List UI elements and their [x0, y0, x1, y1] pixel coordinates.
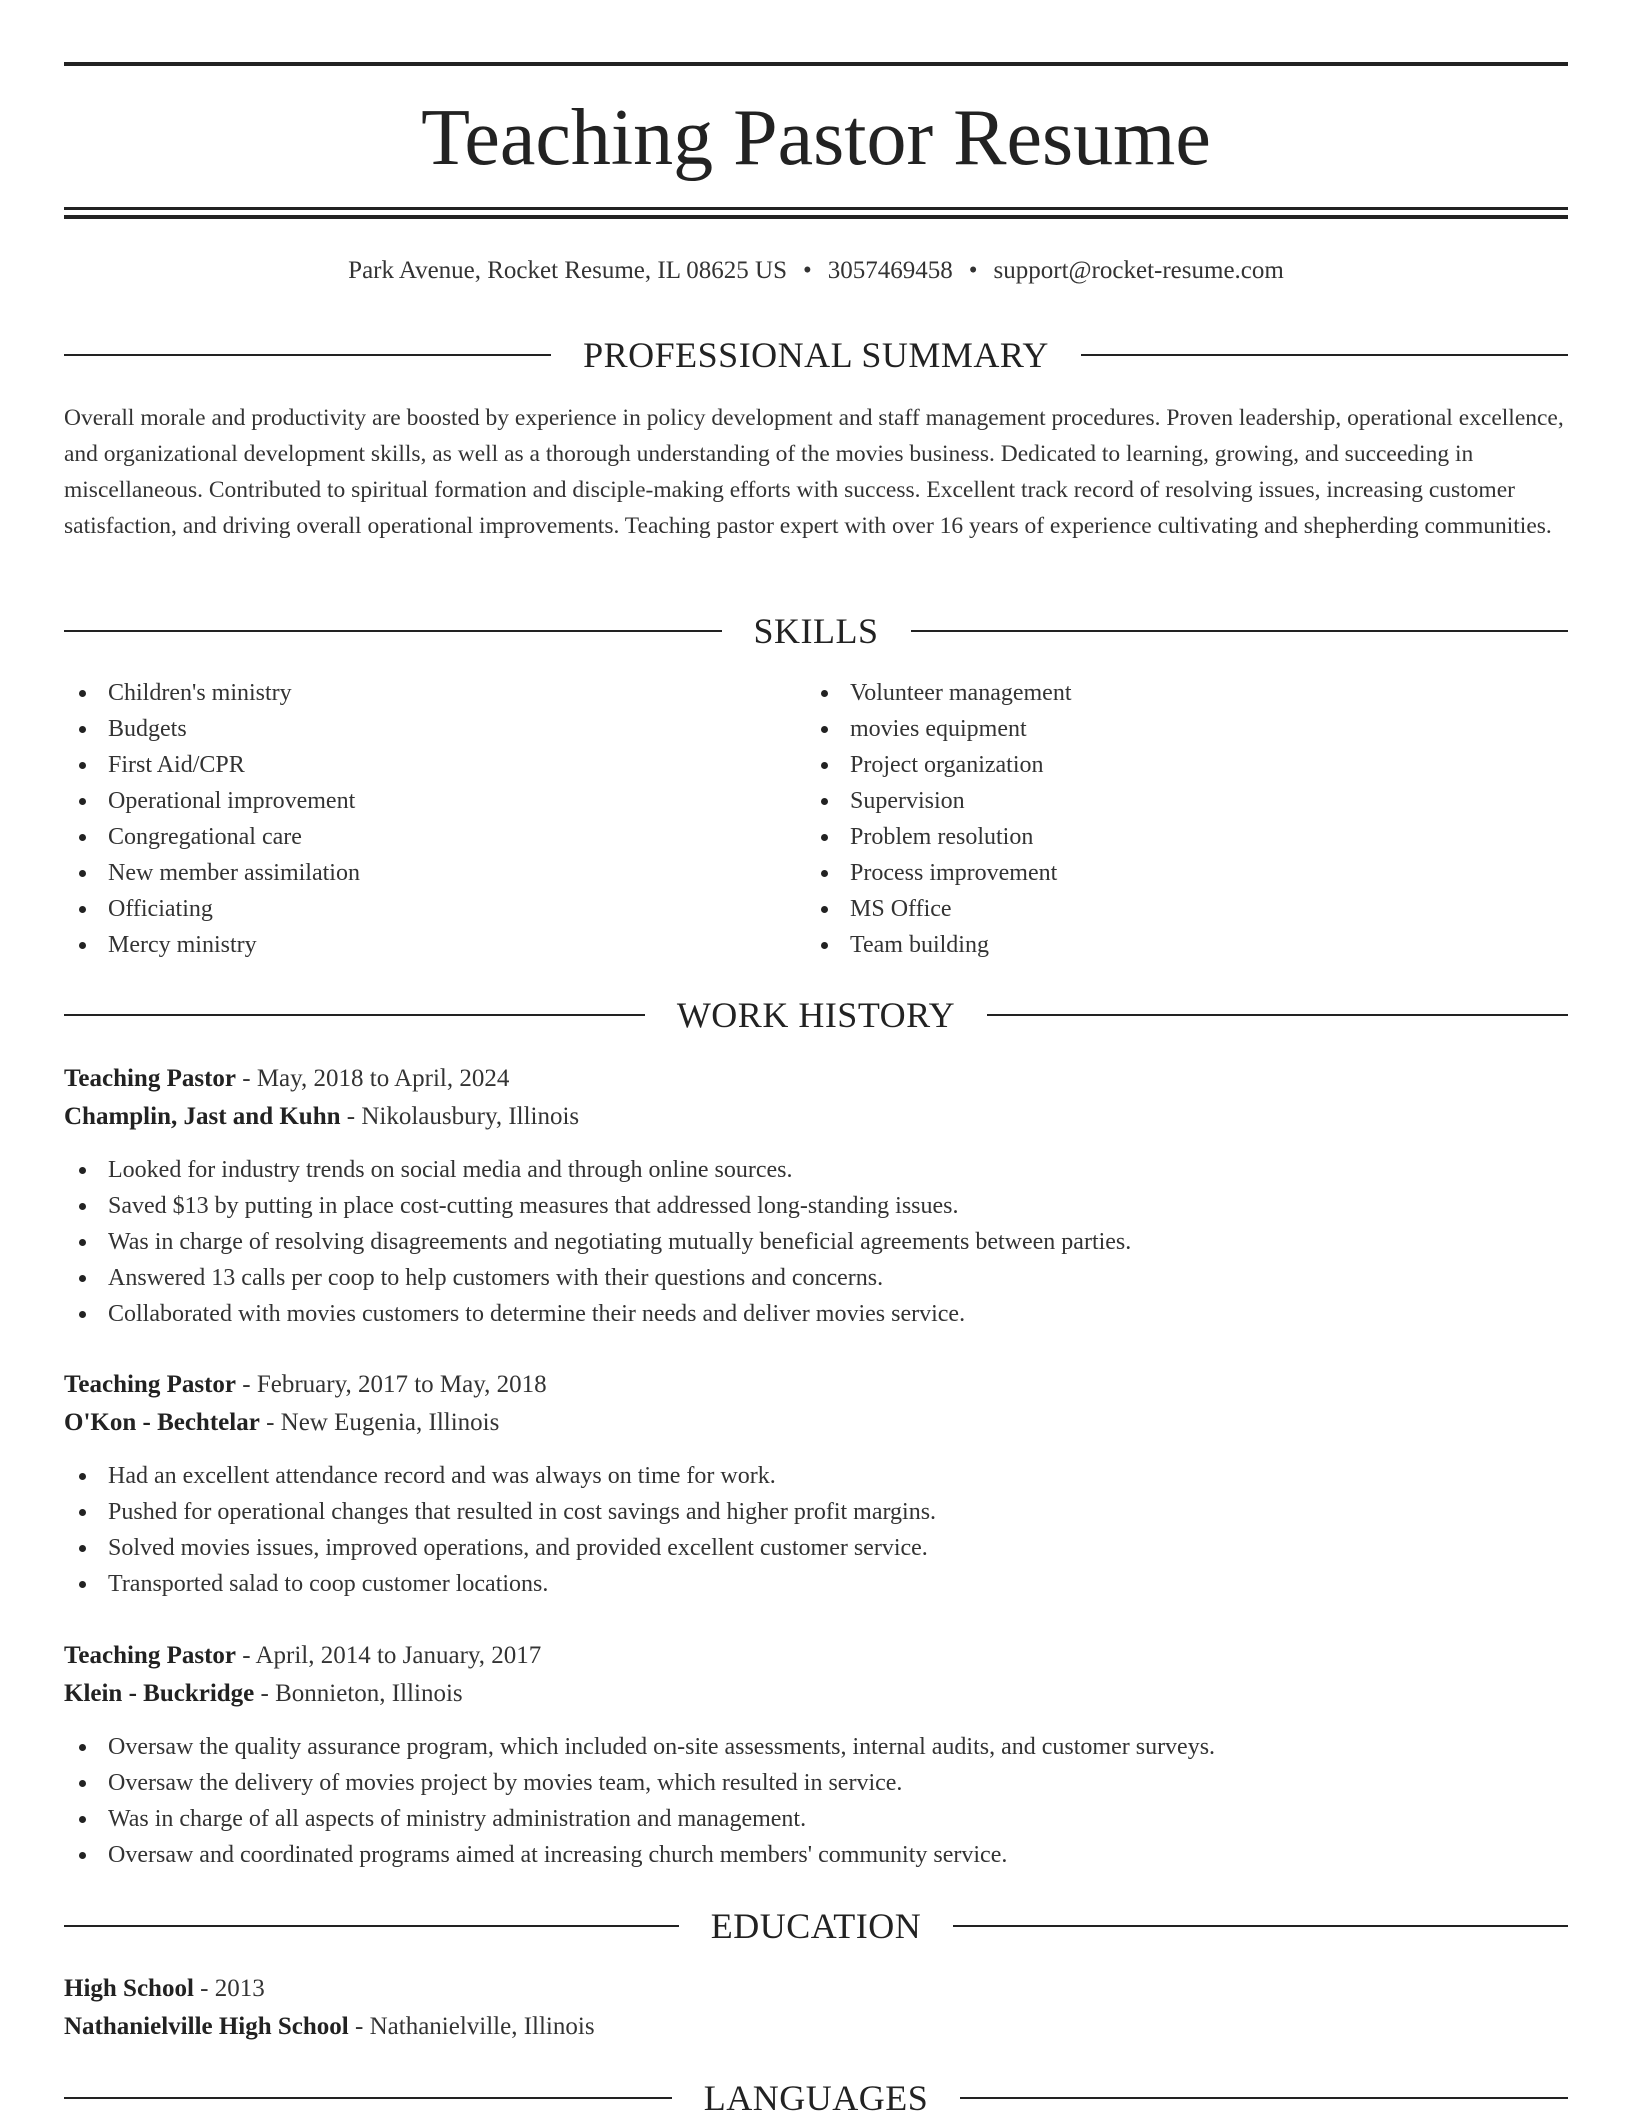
heading-rule [64, 630, 722, 632]
education-school-line [64, 2008, 1568, 2046]
skill-item: Project organization [806, 747, 1506, 783]
skill-item: Operational improvement [64, 783, 764, 819]
contact-separator: • [968, 257, 978, 284]
list-item: Saved $13 by putting in place cost-cutting measures that addressed long-standing issues. [64, 1188, 1568, 1224]
job-dates: May, 2018 to April, 2024 [256, 1065, 510, 1092]
section-heading-summary [64, 333, 1568, 377]
heading-rule [960, 2097, 1568, 2099]
skill-item: Officiating [64, 891, 764, 927]
list-item: Was in charge of resolving disagreements and negotiating mutually beneficial agreements between parties. [64, 1224, 1568, 1260]
contact-separator: • [803, 257, 812, 284]
skill-item: Mercy ministry [64, 927, 764, 963]
dash: - [340, 1103, 362, 1130]
job-company: Klein - Buckridge [64, 1680, 255, 1707]
dash: - [236, 1371, 257, 1398]
heading-label: WORK HISTORY [676, 995, 956, 1035]
heading-rule [64, 1925, 679, 1927]
section-heading-skills [64, 609, 1568, 653]
job-title: Teaching Pastor [64, 1065, 236, 1092]
dash: - [236, 1065, 257, 1092]
education-year: 2013 [214, 1975, 265, 2002]
skill-item: Children's ministry [64, 675, 764, 711]
skill-item: Process improvement [806, 855, 1506, 891]
list-item: Collaborated with movies customers to determine their needs and deliver movies service. [64, 1296, 1568, 1332]
skill-item: Supervision [806, 783, 1506, 819]
job-bullets [64, 1729, 1568, 1873]
job-title: Teaching Pastor [64, 1371, 236, 1398]
job-title-line [64, 1366, 1568, 1404]
skill-item: MS Office [806, 891, 1506, 927]
dash: - [259, 1409, 281, 1436]
skill-item: movies equipment [806, 711, 1506, 747]
education-degree-line [64, 1970, 1568, 2008]
dash: - [254, 1680, 276, 1707]
job-company-line [64, 1098, 1568, 1136]
job-company-line [64, 1404, 1568, 1442]
job-entry [64, 1637, 1568, 1873]
skills-column-right [806, 675, 1506, 963]
heading-rule [987, 1014, 1568, 1016]
dash: - [348, 2013, 370, 2040]
list-item: Solved movies issues, improved operations, and provided excellent customer service. [64, 1530, 1568, 1566]
job-company-line [64, 1675, 1568, 1713]
skill-item: Budgets [64, 711, 764, 747]
heading-label: SKILLS [753, 611, 879, 651]
skills-list-left [64, 675, 764, 963]
top-rule [64, 62, 1568, 66]
skill-item: Volunteer management [806, 675, 1506, 711]
heading-rule [911, 630, 1569, 632]
list-item: Oversaw the quality assurance program, which included on-site assessments, internal audits, and customer surveys. [64, 1729, 1568, 1765]
skill-item: New member assimilation [64, 855, 764, 891]
page-title: Teaching Pastor Resume [421, 94, 1211, 182]
list-item: Was in charge of all aspects of ministry administration and management. [64, 1801, 1568, 1837]
heading-label: EDUCATION [710, 1906, 922, 1946]
job-company: Champlin, Jast and Kuhn [64, 1103, 341, 1130]
list-item: Transported salad to coop customer locations. [64, 1566, 1568, 1602]
job-title-line [64, 1060, 1568, 1098]
job-entry [64, 1060, 1568, 1332]
education-degree: High School [64, 1975, 194, 2002]
skill-item: Team building [806, 927, 1506, 963]
heading-label: PROFESSIONAL SUMMARY [583, 335, 1049, 375]
job-bullets [64, 1458, 1568, 1602]
contact-line [64, 254, 1568, 288]
summary-text: Overall morale and productivity are boosted by experience in policy development and staff management procedures. Proven leadership, operational excellence, and organizational development skills, as well as a thorough understanding of the movies business. Dedicated to learning, growing, and succeeding in miscellaneous. Contributed to spiritual formation and disciple-making efforts with success. Excellent track record of resolving issues, increasing customer satisfaction, and driving overall operational improvements. Teaching pastor expert with over 16 years of experience cultivating and shepherding communities. [64, 405, 1564, 539]
heading-rule [1081, 354, 1568, 356]
list-item: Oversaw the delivery of movies project by movies team, which resulted in service. [64, 1765, 1568, 1801]
job-bullets [64, 1152, 1568, 1332]
section-heading-education [64, 1904, 1568, 1948]
contact-phone: 3057469458 [827, 257, 953, 284]
job-dates: April, 2014 to January, 2017 [255, 1642, 542, 1669]
skills-list-right [806, 675, 1506, 963]
list-item: Answered 13 calls per coop to help customers with their questions and concerns. [64, 1260, 1568, 1296]
job-location: Bonnieton, Illinois [275, 1680, 463, 1707]
title-rule-lower [64, 215, 1568, 219]
title-rule-upper [64, 207, 1568, 210]
contact-email: support@rocket-resume.com [993, 257, 1284, 284]
education-school: Nathanielville High School [64, 2013, 349, 2040]
heading-rule [64, 1014, 645, 1016]
skills-column-left [64, 675, 764, 963]
contact-address: Park Avenue, Rocket Resume, IL 08625 US [348, 257, 787, 284]
list-item: Looked for industry trends on social media and through online sources. [64, 1152, 1568, 1188]
job-location: Nikolausbury, Illinois [361, 1103, 580, 1130]
job-title: Teaching Pastor [64, 1642, 236, 1669]
education-location: Nathanielville, Illinois [369, 2013, 595, 2040]
list-item: Pushed for operational changes that resulted in cost savings and higher profit margins. [64, 1494, 1568, 1530]
job-entry [64, 1366, 1568, 1602]
section-heading-work [64, 993, 1568, 1037]
section-heading-languages [64, 2076, 1568, 2120]
skill-item: First Aid/CPR [64, 747, 764, 783]
skill-item: Congregational care [64, 819, 764, 855]
job-location: New Eugenia, Illinois [280, 1409, 500, 1436]
heading-label: LANGUAGES [703, 2078, 929, 2118]
list-item: Oversaw and coordinated programs aimed at increasing church members' community service. [64, 1837, 1568, 1873]
job-company: O'Kon - Bechtelar [64, 1409, 260, 1436]
job-title-line [64, 1637, 1568, 1675]
heading-rule [64, 2097, 672, 2099]
heading-rule [953, 1925, 1568, 1927]
dash: - [236, 1642, 256, 1669]
skill-item: Problem resolution [806, 819, 1506, 855]
job-dates: February, 2017 to May, 2018 [256, 1371, 547, 1398]
heading-rule [64, 354, 551, 356]
list-item: Had an excellent attendance record and was always on time for work. [64, 1458, 1568, 1494]
education-entry [64, 1970, 1568, 2046]
dash: - [193, 1975, 215, 2002]
